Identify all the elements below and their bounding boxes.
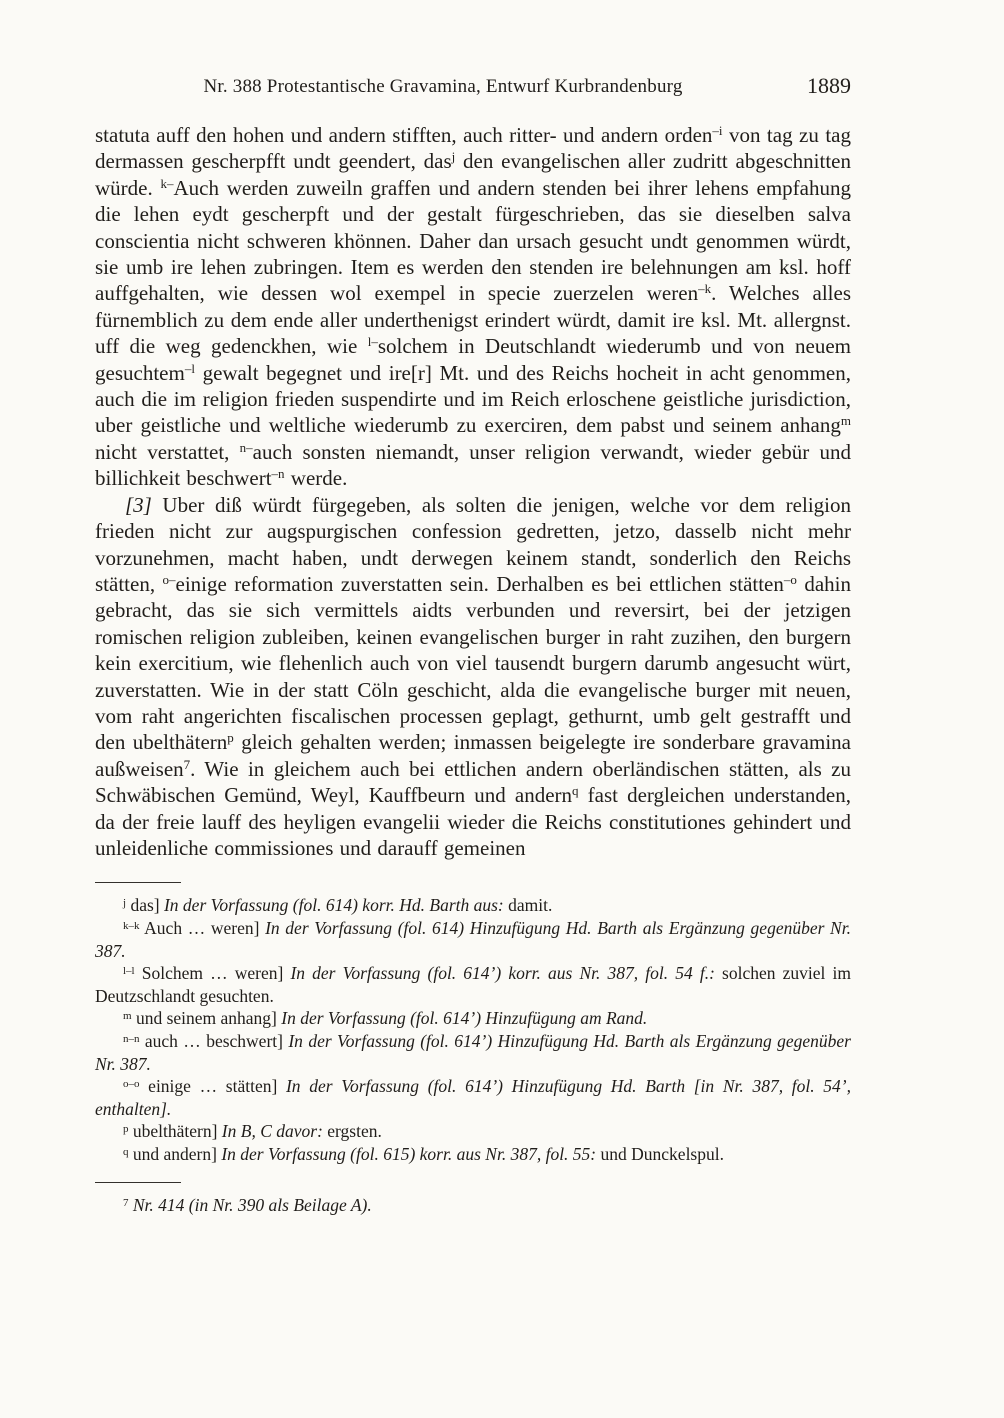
paragraph-1: statuta auff den hohen und andern stifften, auch ritter- und andern orden$^{-i}$ von tag zu tag dermassen gescherpfft undt geendert, das$^j$ den evangelischen aller zudritt abgeschnitten würde. $^{k-}$Auch werden zuweiln graffen und andern stenden bei ihrer lehens empfahung die lehen eydt gescherpft und der gestalt fürgeschrieben, das sie dieselben salva conscientia nicht schweren khönnen. Daher dan ursach gesucht undt genommen würdt, sie umb ire lehen zubringen. Item es werden den stenden ire belehnungen am ksl. hoff auffgehalten, wie dessen wol exempel in specie zuerzelen weren$^{-k}$. Welches alles fürnemblich zu dem ende aller underthenigst erindert würdt, damit ire ksl. Mt. allergnst. uff die weg gedenckhen, wie $^{l-}$solchem in Deutschlandt wiederumb und von neuem gesuchtem$^{-l}$ gewalt begegnet und ire[r] Mt. und des Reichs hocheit in acht genommen, auch die im religion frieden suspendirte und im Reich erloschene geistliche jurisdiction, uber geistliche und weltliche wiederumb zu exerciren, dem pabst und seinem anhang$^m$ nicht verstattet, $^{n-}$auch sonsten niemandt, unser religion verwandt, wieder gebür und billichkeit beschwert$^{-n}$ werde. xyxy=(95,123,852,491)
apparatus-entry-q: $^q$ und andern] In der Vorfassung (fol. 615) korr. aus Nr. 387, fol. 55: und Dunckelspul. xyxy=(123,1143,724,1164)
apparatus-entry-l: $^{l-l}$ Solchem … weren] In der Vorfassung (fol. 614’) korr. aus Nr. 387, fol. 54 f.: solchen zuviel im Deutzschlandt gesuchten. xyxy=(95,963,851,1006)
apparatus-entry-o: $^{o-o}$ einige … stätten] In der Vorfassung (fol. 614’) Hinzufügung Hd. Barth [in Nr. 387, fol. 54’, enthalten]. xyxy=(95,1076,851,1119)
apparatus-entry-m: $^m$ und seinem anhang] In der Vorfassung (fol. 614’) Hinzufügung am Rand. xyxy=(123,1008,648,1029)
page-header xyxy=(95,73,851,102)
footnote-entry-7: $^7$ Nr. 414 (in Nr. 390 als Beilage A). xyxy=(123,1194,372,1215)
running-title: Nr. 388 Protestantische Gravamina, Entwurf Kurbrandenburg xyxy=(203,76,683,97)
apparatus-entry-j: $^j$ das] In der Vorfassung (fol. 614) korr. Hd. Barth aus: damit. xyxy=(123,895,553,916)
apparatus-entry-p: $^p$ ubelthätern] In B, C davor: ergsten. xyxy=(123,1121,382,1142)
text-block xyxy=(95,73,852,1216)
footnote-section xyxy=(95,1194,851,1217)
apparatus-entry-k: $^{k-k}$ Auch … weren] In der Vorfassung (fol. 614) Hinzufügung Hd. Barth als Ergänzung gegenüber Nr. 387. xyxy=(95,917,851,961)
apparatus-entry-n: $^{n-n}$ auch … beschwert] In der Vorfassung (fol. 614’) Hinzufügung Hd. Barth als Ergänzung gegenüber Nr. 387. xyxy=(95,1030,851,1074)
critical-apparatus xyxy=(95,894,851,1165)
footnote-divider xyxy=(95,1182,181,1183)
page-number: 1889 xyxy=(807,73,851,98)
main-text xyxy=(95,122,851,861)
paragraph-2: [3] Uber diß würdt fürgegeben, als solten die jenigen, welche vor dem religion frieden nicht zur augspurgischen confession gedretten, jetzo, dasselb nicht mehr vorzunehmen, macht haben, undt derwegen keinem standt, sonderlich den Reichs stätten, $^{o-}$einige reformation zuverstatten sein. Derhalben es bei ettlichen stätten$^{-o}$ dahin gebracht, das sie sich vermittels aidts verbunden und reversirt, bei der jetzigen romischen religion zubleiben, keinen evangelischen burger in raht zuzihen, den burgern kein exercitium, wie flehenlich auch von viel tausendt burgern darumb angesucht würt, zuverstatten. Wie in der statt Cöln geschicht, alda die evangelische burger mit neuen, vom raht angerichten fiscalischen processen geplagt, gethurnt, umb gelt gestrafft und den ubelthätern$^p$ gleich gehalten werden; inmassen beigelegte ire sonderbare gravamina außweisen$^7$. Wie in gleichem auch bei ettlichen andern oberländischen stätten, als zu Schwäbischen Gemünd, Weyl, Kauffbeurn und andern$^q$ fast dergleichen understanden, da der freie lauff des heyligen evangelii wieder die Reichs constitutiones gehindert und unleidenliche commissiones und darauff gemeinen xyxy=(95,492,852,860)
apparatus-divider xyxy=(95,882,181,883)
